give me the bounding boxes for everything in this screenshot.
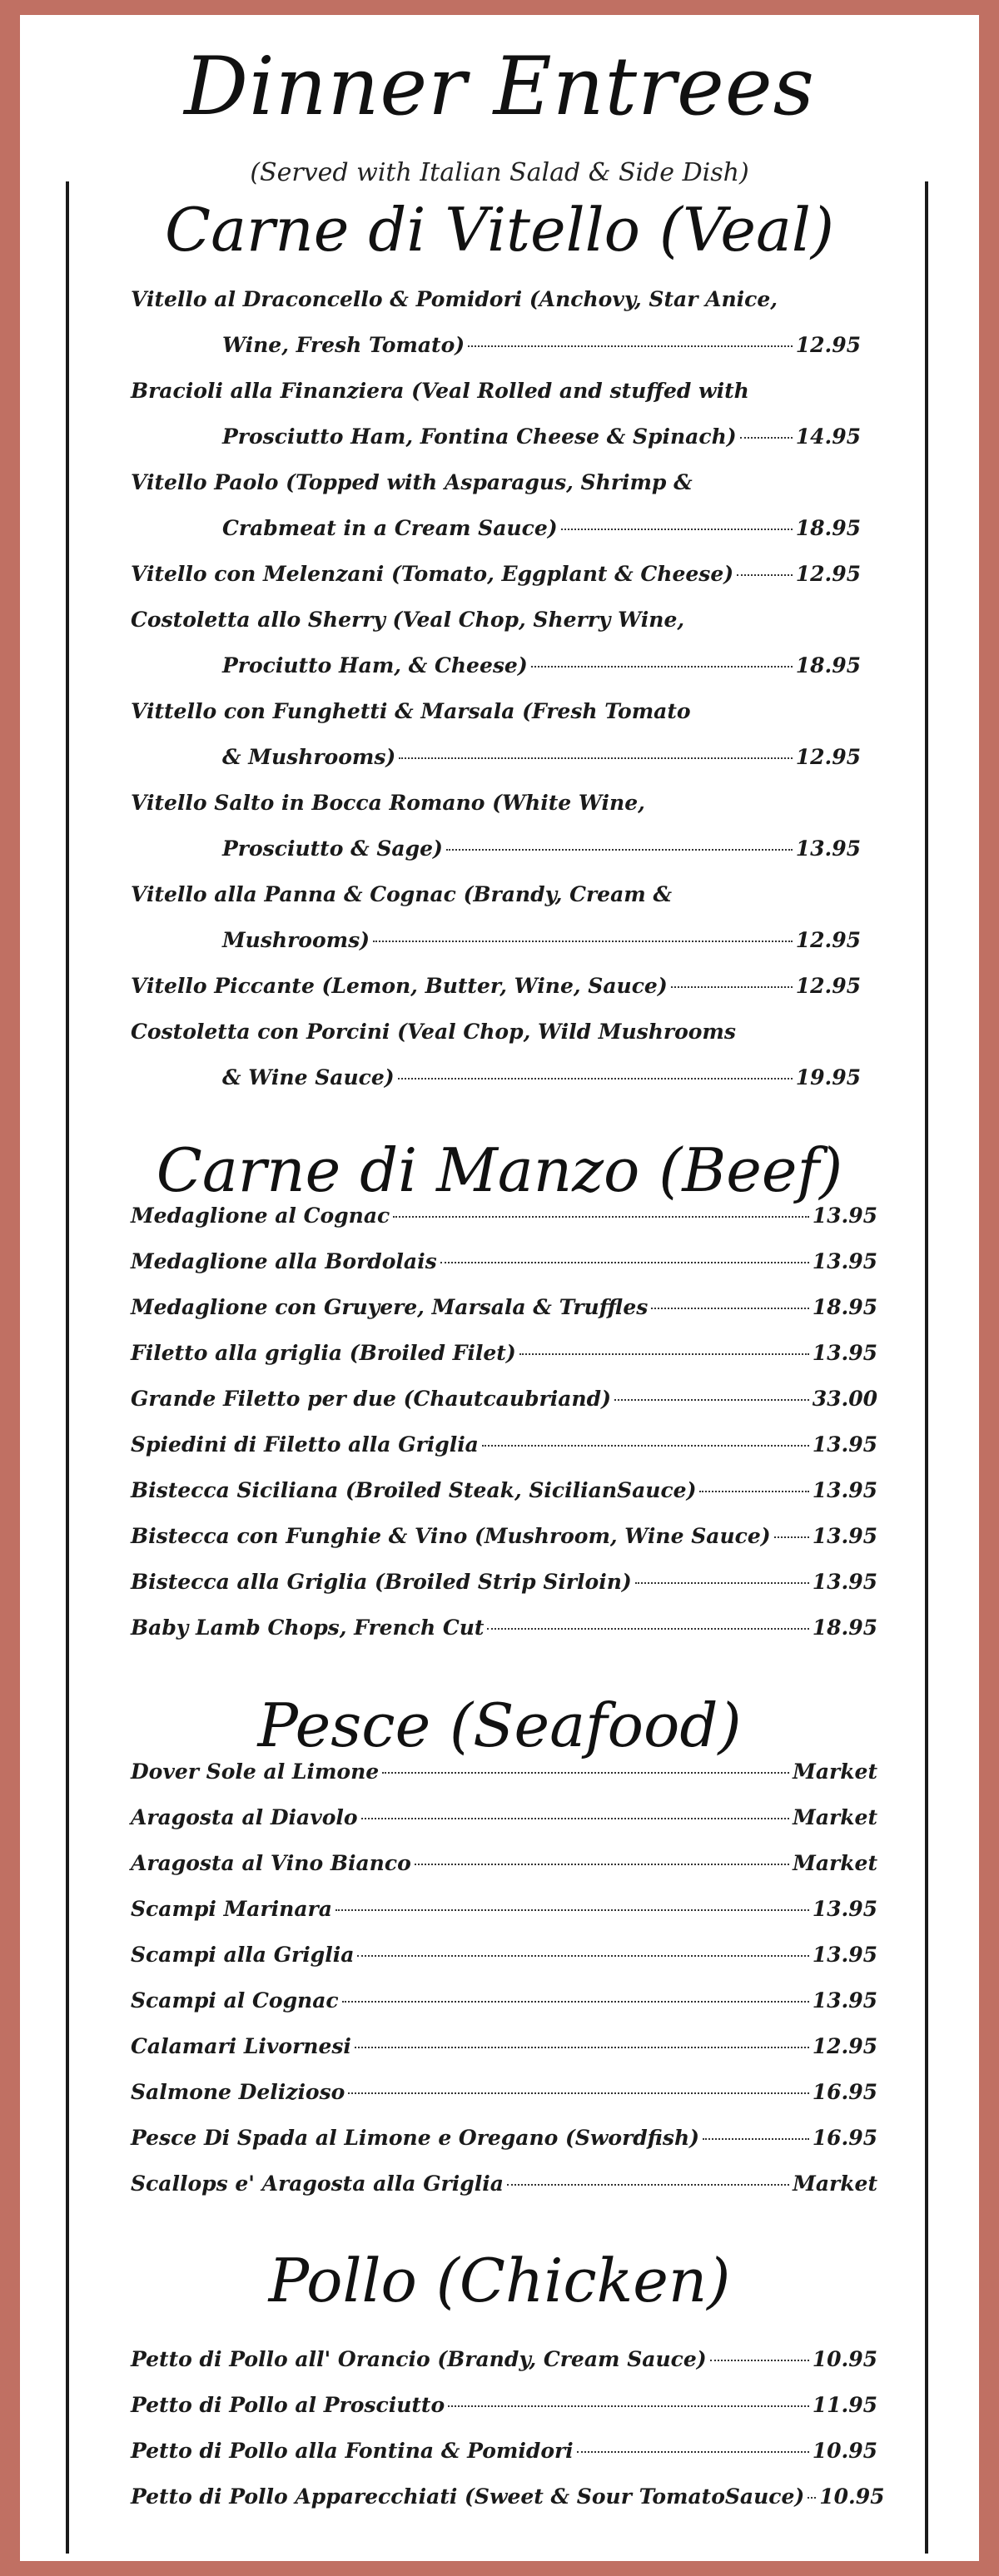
- menu-item-price: 13.95: [812, 1943, 877, 1967]
- dot-leader: [440, 1262, 809, 1263]
- menu-item-price: 10.95: [812, 2347, 877, 2371]
- menu-item-name: Bistecca con Funghie & Vino (Mushroom, Wine Sauce): [131, 1524, 771, 1548]
- menu-item-name: Petto di Pollo Apparecchiati (Sweet & Sour TomatoSauce): [131, 2484, 805, 2509]
- menu-item-name: Medaglione alla Bordolais: [131, 1249, 437, 1273]
- menu-item-row: [131, 2034, 877, 2058]
- dot-leader: [710, 2360, 809, 2361]
- menu-item-row: [131, 1805, 877, 1829]
- dot-leader: [393, 1216, 808, 1218]
- dot-leader: [577, 2451, 809, 2453]
- right-border-rule: [925, 181, 928, 2554]
- dot-leader: [373, 941, 793, 942]
- menu-item-price: 19.95: [795, 1065, 861, 1089]
- menu-item-price: 13.95: [812, 1204, 877, 1228]
- menu-item-price: 13.95: [812, 1249, 877, 1273]
- menu-item-name: & Wine Sauce): [222, 1065, 395, 1089]
- menu-item-price: 13.95: [812, 1524, 877, 1548]
- menu-item-price: Market: [793, 1805, 877, 1829]
- menu-item-name: Filetto alla griglia (Broiled Filet): [131, 1341, 516, 1365]
- dot-leader: [671, 986, 793, 988]
- dot-leader: [651, 1308, 808, 1309]
- menu-item-name: Scampi Marinara: [131, 1897, 332, 1921]
- menu-item-name: Crabmeat in a Cream Sauce): [222, 516, 558, 540]
- menu-item-name: Grande Filetto per due (Chautcaubriand): [131, 1387, 611, 1411]
- menu-item-name: Salmone Delizioso: [131, 2080, 345, 2104]
- section-title-chicken: Pollo (Chicken): [268, 2246, 731, 2315]
- menu-item-row: [131, 974, 861, 998]
- menu-item-price: 14.95: [795, 424, 861, 449]
- dot-leader: [355, 2047, 809, 2048]
- menu-item-name: Baby Lamb Chops, French Cut: [131, 1616, 485, 1640]
- menu-item-row: [131, 1570, 877, 1594]
- menu-item-row: [131, 1387, 877, 1411]
- menu-item-price: 18.95: [812, 1295, 877, 1319]
- dot-leader: [519, 1353, 809, 1355]
- dot-leader: [774, 1536, 809, 1538]
- dot-leader: [446, 849, 793, 851]
- menu-item-description: Costoletta con Porcini (Veal Chop, Wild Mushrooms: [131, 1020, 736, 1044]
- menu-item-name: Aragosta al Vino Bianco: [131, 1851, 411, 1875]
- menu-item-name: Pesce Di Spada al Limone e Oregano (Swordfish): [131, 2126, 700, 2150]
- menu-item-row: [131, 1249, 877, 1273]
- dot-leader: [737, 574, 793, 576]
- menu-item-row: [131, 2439, 877, 2463]
- dot-leader: [808, 2497, 816, 2499]
- menu-item-price: Market: [793, 1851, 877, 1875]
- dot-leader: [635, 1582, 809, 1584]
- menu-item-price: 18.95: [795, 653, 861, 678]
- menu-item-row: [131, 1897, 877, 1921]
- menu-item-name: Petto di Pollo alla Fontina & Pomidori: [131, 2439, 574, 2463]
- page-title: Dinner Entrees: [184, 40, 815, 133]
- menu-item-row: [131, 2171, 877, 2196]
- menu-item-row: [222, 333, 861, 357]
- menu-item-name: Prociutto Ham, & Cheese): [222, 653, 528, 678]
- menu-item-price: 13.95: [812, 1988, 877, 2013]
- menu-item-row: [131, 2080, 877, 2104]
- menu-item-description: Vitello Paolo (Topped with Asparagus, Shrimp &: [131, 470, 693, 494]
- menu-item-name: Petto di Pollo all' Orancio (Brandy, Cream Sauce): [131, 2347, 707, 2371]
- menu-item-price: 12.95: [795, 745, 861, 769]
- menu-item-name: Bistecca Siciliana (Broiled Steak, SicilianSauce): [131, 1478, 697, 1502]
- dot-leader: [448, 2405, 809, 2407]
- menu-item-name: Mushrooms): [222, 928, 370, 952]
- menu-item-name: Wine, Fresh Tomato): [222, 333, 465, 357]
- dot-leader: [468, 345, 793, 347]
- left-border-rule: [66, 181, 69, 2554]
- menu-item-row: [131, 2347, 877, 2371]
- menu-item-row: [131, 1616, 877, 1640]
- menu-item-price: 13.95: [812, 1570, 877, 1594]
- dot-leader: [382, 1772, 789, 1774]
- menu-item-description: Vitello alla Panna & Cognac (Brandy, Cream &: [131, 882, 673, 906]
- menu-item-row: [131, 1341, 877, 1365]
- section-title-beef: Carne di Manzo (Beef): [156, 1135, 843, 1205]
- menu-item-row: [222, 516, 861, 540]
- menu-item-description: Vitello al Draconcello & Pomidori (Anchovy, Star Anice,: [131, 287, 778, 311]
- menu-item-row: [222, 653, 861, 678]
- menu-item-name: Prosciutto & Sage): [222, 836, 443, 861]
- dot-leader: [703, 2138, 809, 2140]
- menu-item-price: 12.95: [795, 928, 861, 952]
- menu-item-price: 13.95: [795, 836, 861, 861]
- menu-item-row: [222, 424, 861, 449]
- dot-leader: [614, 1399, 809, 1401]
- menu-item-row: [222, 745, 861, 769]
- menu-item-price: 13.95: [812, 1478, 877, 1502]
- menu-item-price: 18.95: [812, 1616, 877, 1640]
- menu-item-price: 10.95: [812, 2439, 877, 2463]
- dot-leader: [531, 666, 793, 668]
- menu-item-row: [131, 2126, 877, 2150]
- dot-leader: [415, 1864, 789, 1865]
- menu-item-name: Spiedini di Filetto alla Griglia: [131, 1432, 479, 1457]
- dot-leader: [348, 2092, 808, 2094]
- menu-item-name: & Mushrooms): [222, 745, 396, 769]
- dot-leader: [740, 437, 793, 439]
- menu-item-name: Vitello con Melenzani (Tomato, Eggplant & Cheese): [131, 562, 734, 586]
- dot-leader: [399, 757, 792, 759]
- menu-item-name: Calamari Livornesi: [131, 2034, 351, 2058]
- menu-item-price: 12.95: [795, 974, 861, 998]
- menu-item-description: Vittello con Funghetti & Marsala (Fresh Tomato: [131, 699, 691, 723]
- menu-page: [20, 15, 979, 2561]
- dot-leader: [561, 529, 793, 530]
- menu-item-row: [131, 1432, 877, 1457]
- menu-item-price: 18.95: [795, 516, 861, 540]
- dot-leader: [335, 1909, 809, 1911]
- dot-leader: [482, 1445, 809, 1447]
- dot-leader: [507, 2184, 789, 2186]
- menu-item-price: 11.95: [812, 2393, 877, 2417]
- menu-item-description: Bracioli alla Finanziera (Veal Rolled and stuffed with: [131, 379, 749, 403]
- dot-leader: [699, 1491, 808, 1492]
- menu-item-price: 16.95: [812, 2080, 877, 2104]
- menu-item-row: [131, 1524, 877, 1548]
- menu-item-price: 12.95: [795, 333, 861, 357]
- menu-item-row: [131, 1760, 877, 1784]
- menu-item-price: 12.95: [795, 562, 861, 586]
- menu-item-price: 13.95: [812, 1897, 877, 1921]
- menu-item-name: Medaglione al Cognac: [131, 1204, 390, 1228]
- menu-item-price: 33.00: [812, 1387, 877, 1411]
- menu-item-row: [131, 1988, 877, 2013]
- menu-item-row: [131, 1478, 877, 1502]
- menu-item-row: [131, 1204, 877, 1228]
- menu-item-name: Scallops e' Aragosta alla Griglia: [131, 2171, 504, 2196]
- menu-item-name: Medaglione con Gruyere, Marsala & Truffles: [131, 1295, 649, 1319]
- menu-item-row: [131, 1943, 877, 1967]
- menu-item-row: [131, 2484, 885, 2509]
- menu-item-price: 13.95: [812, 1341, 877, 1365]
- menu-item-row: [222, 1065, 861, 1089]
- menu-item-row: [131, 1295, 877, 1319]
- menu-item-name: Vitello Piccante (Lemon, Butter, Wine, Sauce): [131, 974, 668, 998]
- dot-leader: [487, 1628, 808, 1630]
- menu-item-name: Petto di Pollo al Prosciutto: [131, 2393, 445, 2417]
- dot-leader: [342, 2001, 809, 2003]
- menu-item-price: Market: [793, 1760, 877, 1784]
- section-title-veal: Carne di Vitello (Veal): [164, 195, 835, 265]
- menu-item-row: [131, 2393, 877, 2417]
- menu-item-name: Scampi al Cognac: [131, 1988, 339, 2013]
- menu-item-price: 12.95: [812, 2034, 877, 2058]
- menu-item-row: [222, 928, 861, 952]
- menu-item-price: Market: [793, 2171, 877, 2196]
- dot-leader: [357, 1955, 808, 1957]
- menu-item-description: Costoletta allo Sherry (Veal Chop, Sherry Wine,: [131, 608, 685, 632]
- menu-item-name: Scampi alla Griglia: [131, 1943, 355, 1967]
- dot-leader: [398, 1078, 793, 1080]
- menu-item-name: Bistecca alla Griglia (Broiled Strip Sirloin): [131, 1570, 632, 1594]
- dot-leader: [361, 1818, 790, 1819]
- menu-item-row: [131, 562, 861, 586]
- menu-item-row: [131, 1851, 877, 1875]
- section-title-seafood: Pesce (Seafood): [257, 1690, 742, 1760]
- menu-item-price: 16.95: [812, 2126, 877, 2150]
- menu-item-price: 10.95: [819, 2484, 885, 2509]
- menu-item-name: Aragosta al Diavolo: [131, 1805, 358, 1829]
- menu-item-name: Prosciutto Ham, Fontina Cheese & Spinach): [222, 424, 737, 449]
- menu-item-description: Vitello Salto in Bocca Romano (White Wine,: [131, 791, 645, 815]
- menu-item-name: Dover Sole al Limone: [131, 1760, 380, 1784]
- menu-item-row: [222, 836, 861, 861]
- menu-item-price: 13.95: [812, 1432, 877, 1457]
- page-subtitle: (Served with Italian Salad & Side Dish): [250, 158, 749, 187]
